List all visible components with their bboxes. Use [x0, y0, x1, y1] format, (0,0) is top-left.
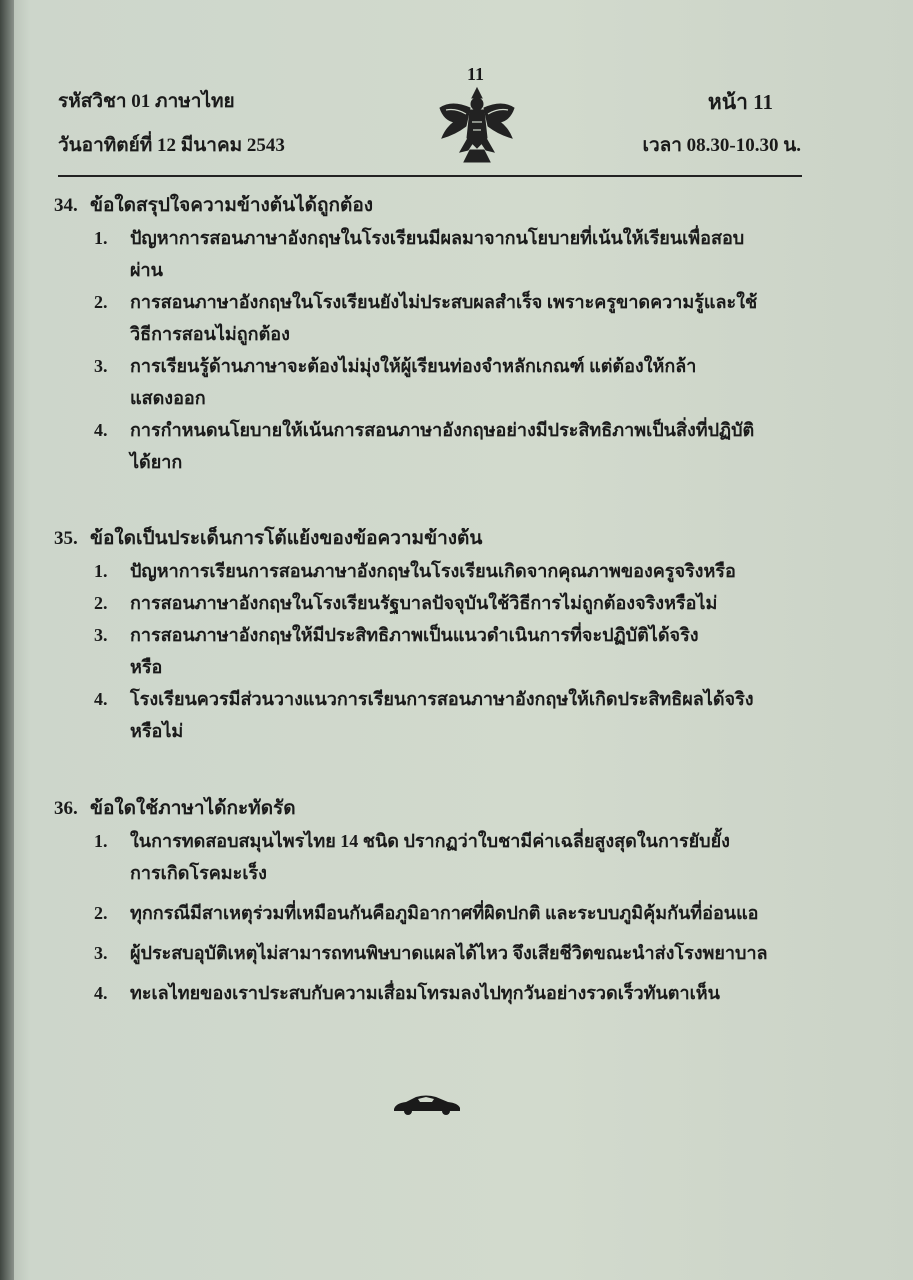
choice-text: ปัญหาการสอนภาษาอังกฤษในโรงเรียนมีผลมาจากนโยบายที่เน้นให้เรียนเพื่อสอบผ่าน — [130, 228, 745, 280]
choice-item — [94, 825, 814, 889]
choice-item — [94, 683, 814, 747]
choice-number: 1. — [94, 561, 108, 581]
question-36 — [54, 793, 814, 1009]
choice-item — [94, 977, 814, 1009]
choice-text: ในการทดสอบสมุนไพรไทย 14 ชนิด ปรากฏว่าใบชามีค่าเฉลี่ยสูงสุดในการยับยั้งการเกิดโรคมะเร็ง — [130, 831, 730, 883]
choice-text: การสอนภาษาอังกฤษให้มีประสิทธิภาพเป็นแนวดำเนินการที่จะปฏิบัติได้จริงหรือ — [130, 625, 699, 677]
choice-text: การสอนภาษาอังกฤษในโรงเรียนยังไม่ประสบผลสำเร็จ เพราะครูขาดความรู้และใช้วิธีการสอนไม่ถูกต้อง — [130, 292, 758, 344]
choice-item — [94, 286, 814, 350]
choice-text: ผู้ประสบอุบัติเหตุไม่สามารถทนพิษบาดแผลได้ไหว จึงเสียชีวิตขณะนำส่งโรงพยาบาล — [130, 943, 768, 963]
garuda-emblem-icon — [432, 78, 522, 170]
choice-item — [94, 937, 814, 969]
choice-text: โรงเรียนควรมีส่วนวางแนวการเรียนการสอนภาษาอังกฤษให้เกิดประสิทธิผลได้จริงหรือไม่ — [130, 689, 754, 741]
choice-item — [94, 414, 814, 478]
question-stem: ข้อใดสรุปใจความข้างต้นได้ถูกต้อง — [90, 195, 374, 216]
exam-date: วันอาทิตย์ที่ 12 มีนาคม 2543 — [58, 135, 285, 156]
question-stem: ข้อใดใช้ภาษาได้กะทัดรัด — [90, 798, 296, 819]
choice-number: 3. — [94, 943, 108, 963]
choice-item — [94, 897, 814, 929]
question-34 — [54, 190, 814, 478]
question-35 — [54, 523, 814, 747]
choice-text: ทะเลไทยของเราประสบกับความเสื่อมโทรมลงไปทุกวันอย่างรวดเร็วทันตาเห็น — [130, 983, 720, 1003]
choice-item — [94, 350, 814, 414]
header-divider — [58, 175, 802, 177]
choice-number: 1. — [94, 831, 108, 851]
choice-number: 1. — [94, 228, 108, 248]
choice-number: 4. — [94, 420, 108, 440]
choice-item — [94, 619, 814, 683]
question-number: 34. — [54, 195, 78, 216]
question-stem: ข้อใดเป็นประเด็นการโต้แย้งของข้อความข้างต้น — [90, 528, 483, 549]
choice-number: 2. — [94, 593, 108, 613]
page-number-top: 11 — [467, 64, 485, 84]
choice-item — [94, 555, 814, 587]
choice-item — [94, 587, 814, 619]
choice-number: 2. — [94, 292, 108, 312]
choice-text: การสอนภาษาอังกฤษในโรงเรียนรัฐบาลปัจจุบันใช้วิธีการไม่ถูกต้องจริงหรือไม่ — [130, 593, 718, 613]
page-label: หน้า 11 — [707, 90, 773, 114]
car-ornament-icon — [392, 1093, 462, 1117]
choice-number: 3. — [94, 356, 108, 376]
choice-item — [94, 222, 814, 286]
choice-number: 4. — [94, 983, 108, 1003]
choice-text: ทุกกรณีมีสาเหตุร่วมที่เหมือนกันคือภูมิอากาศที่ผิดปกติ และระบบภูมิคุ้มกันที่อ่อนแอ — [130, 903, 759, 923]
choice-number: 4. — [94, 689, 108, 709]
question-number: 36. — [54, 798, 78, 819]
choice-number: 2. — [94, 903, 108, 923]
choice-text: ปัญหาการเรียนการสอนภาษาอังกฤษในโรงเรียนเกิดจากคุณภาพของครูจริงหรือ — [130, 561, 736, 581]
choice-number: 3. — [94, 625, 108, 645]
exam-time: เวลา 08.30-10.30 น. — [642, 135, 801, 156]
question-number: 35. — [54, 528, 78, 549]
choice-text: การกำหนดนโยบายให้เน้นการสอนภาษาอังกฤษอย่างมีประสิทธิภาพเป็นสิ่งที่ปฏิบัติได้ยาก — [130, 420, 755, 472]
choice-text: การเรียนรู้ด้านภาษาจะต้องไม่มุ่งให้ผู้เรียนท่องจำหลักเกณฑ์ แต่ต้องให้กล้าแสดงออก — [130, 356, 697, 408]
course-code: รหัสวิชา 01 ภาษาไทย — [58, 91, 235, 112]
